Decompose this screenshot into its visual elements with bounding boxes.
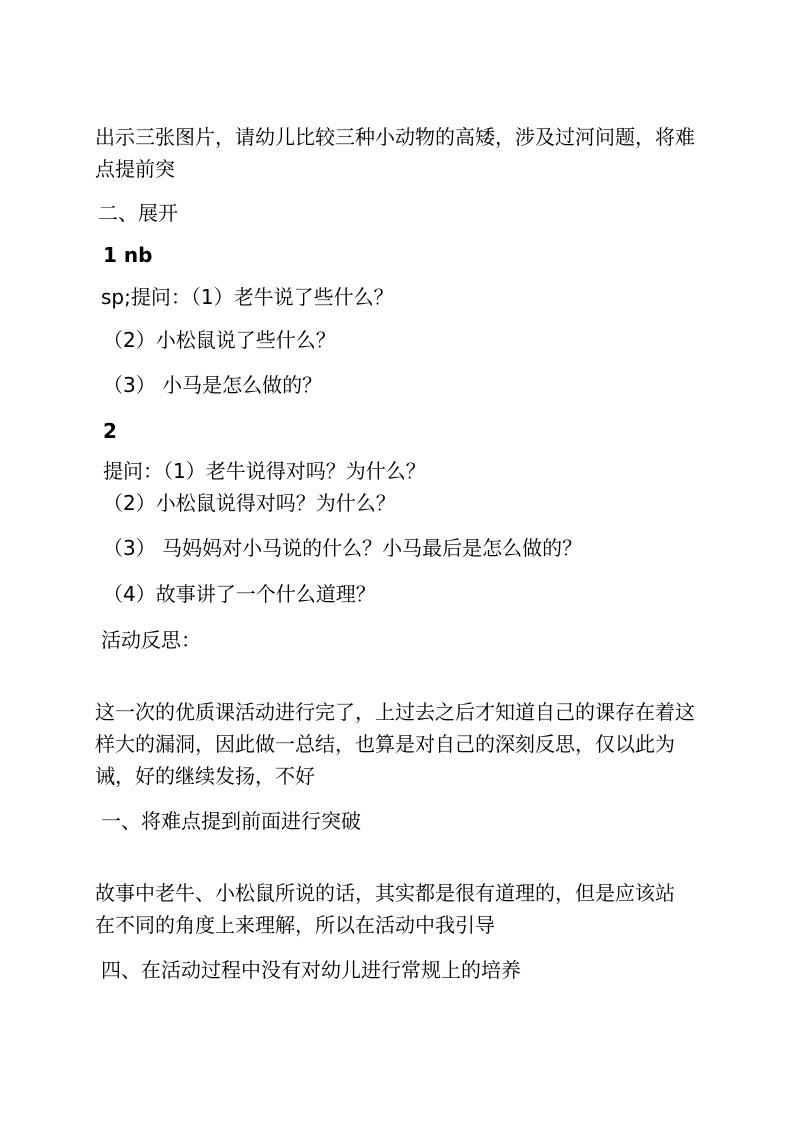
step-1-question-2: （2）小松鼠说了些什么？ [103,328,336,352]
step-1-question-3: （3） 小马是怎么做的？ [103,373,323,397]
reflection-title: 活动反思： [101,628,201,652]
intro-line-2: 点提前突 [95,157,175,181]
step-2-question-1: 提问：（1）老牛说得对吗？为什么？ [103,459,426,483]
step-2-question-2: （2）小松鼠说得对吗？为什么？ [103,491,396,515]
reflection-paragraph-1-line-1: 这一次的优质课活动进行完了，上过去之后才知道自己的课存在着这 [95,700,695,724]
reflection-paragraph-1-line-3: 诫，好的继续发扬，不好 [95,764,315,788]
step-2-label: 2 [103,419,117,443]
step-1-label: 1 nb [103,243,153,267]
step-2-question-3: （3） 马妈妈对小马说的什么？小马最后是怎么做的？ [103,536,583,560]
step-2-question-4: （4）故事讲了一个什么道理？ [103,582,376,606]
reflection-paragraph-2-line-1: 故事中老牛、小松鼠所说的话，其实都是很有道理的，但是应该站 [95,881,675,905]
point-1-heading: 一、将难点提到前面进行突破 [101,809,361,833]
section-heading-expand: 二、展开 [98,201,178,225]
reflection-paragraph-2-line-2: 在不同的角度上来理解，所以在活动中我引导 [95,913,495,937]
point-4-heading: 四、在活动过程中没有对幼儿进行常规上的培养 [101,958,521,982]
intro-line-1: 出示三张图片，请幼儿比较三种小动物的高矮，涉及过河问题，将难 [95,125,695,149]
reflection-paragraph-1-line-2: 样大的漏洞，因此做一总结，也算是对自己的深刻反思，仅以此为 [95,732,675,756]
step-1-question-1: sp;提问：（1）老牛说了些什么？ [101,285,394,309]
